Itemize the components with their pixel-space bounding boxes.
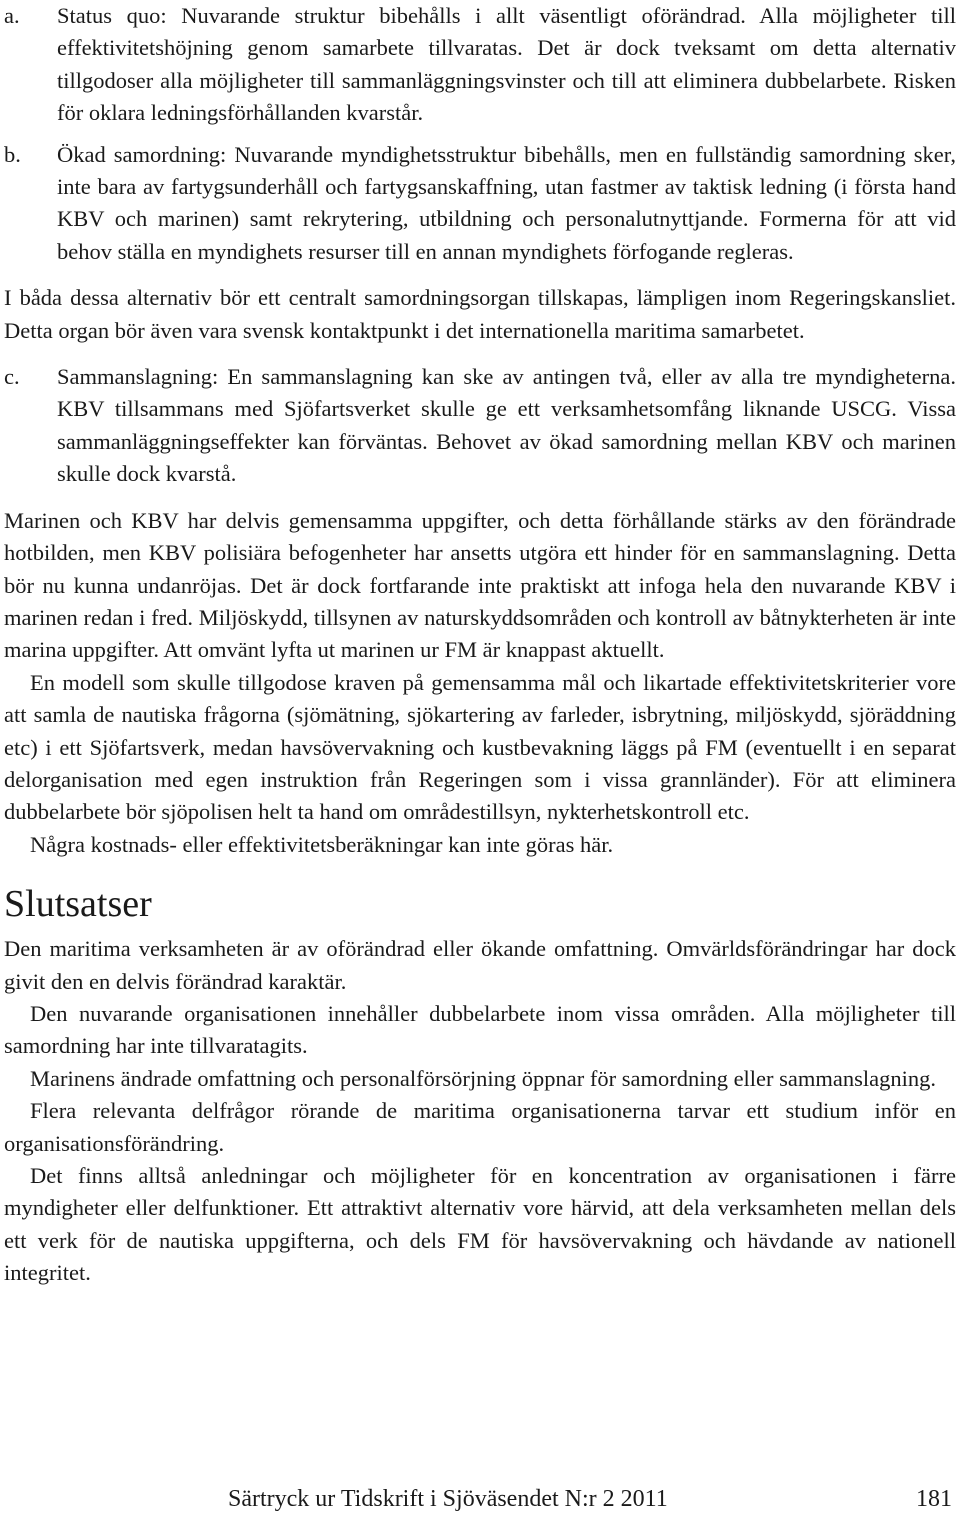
list-marker: c. (4, 364, 20, 390)
page-number: 181 (916, 1486, 952, 1512)
paragraph: Några kostnads- eller effektivitetsberäkningar kan inte göras här. (30, 831, 614, 857)
list-marker: a. (4, 3, 20, 28)
list-item-a (4, 0, 956, 130)
paragraph-both-alternatives: I båda dessa alternativ bör ett centralt samordningsorgan tillskapas, lämpligen inom Regeringskansliet. Detta organ bör även vara svensk kontaktpunkt i det internationella maritima samarbetet. (4, 285, 956, 343)
conclusion-paragraph: Flera relevanta delfrågor rörande de maritima organisationerna tarvar ett studium inför en organisationsförändring. (4, 1098, 956, 1156)
paragraph: En modell som skulle tillgodose kraven på gemensamma mål och likartade effektivitetskriterier vore att samla de nautiska frågorna (sjömätning, sjökartering av farleder, isbrytning, miljöskydd, sjöräddning etc) i ett Sjöfartsverk, medan havsövervakning och kustbevakning läggs på FM (eventuellt i en separat delorganisation med egen instruktion från Regeringen som i vissa grannländer). För att eliminera dubbelarbete bör sjöpolisen helt ta hand om områdestillsyn, nykterhetskontroll etc. (4, 669, 956, 825)
conclusion-paragraph: Den nuvarande organisationen innehåller dubbelarbete inom vissa områden. Alla möjligheter till samordning har inte tillvaratagits. (4, 1000, 956, 1059)
list-marker: b. (4, 141, 21, 167)
conclusion-paragraph: Det finns alltså anledningar och möjligheter för en koncentration av organisationen i färre myndigheter eller delfunktioner. Ett attraktivt alternativ vore härvid, att dela verksamheten mellan dels ett verk för de nautiska uppgifterna, och dels FM för havsövervakning och hävdande av nationell integritet. (4, 1163, 956, 1286)
list-item-text: Ökad samordning: Nuvarande myndighetsstruktur bibehålls, men en fullständig samordning sker, inte bara av fartygsunderhåll och fartygsanskaffning, utan fastmer av taktisk ledning (i första hand KBV och marinen) samt rekrytering, utbildning och personalutnyttjande. Formerna för att vid behov ställa en myndighets resurser till en annan myndighets förfogande regleras. (57, 141, 956, 264)
page-body (4, 0, 956, 1290)
paragraph: Marinen och KBV har delvis gemensamma uppgifter, och detta förhållande stärks av den förändrade hotbilden, men KBV polisiära befogenheter har ansetts utgöra ett hinder för en sammanslagning. Detta bör nu kunna undanröjas. Det är dock fortfarande inte praktiskt att infoga hela den nuvarande KBV i marinen redan i fred. Miljöskydd, tillsynen av naturskyddsområden och kontroll av båtnykterheten är inte marina uppgifter. Att omvänt lyfta ut marinen ur FM är knappast aktuellt. (4, 507, 956, 663)
list-item-b (4, 139, 956, 269)
list-item-c (4, 361, 956, 491)
footer-journal-title: Särtryck ur Tidskrift i Sjöväsendet N:r 2 2011 (228, 1486, 668, 1512)
list-item-text: Sammanslagning: En sammanslagning kan ske av antingen två, eller av alla tre myndigheterna. KBV tillsammans med Sjöfartsverket skulle ge ett verksamhetsomfång liknande USCG. Vissa sammanläggningseffekter kan förväntas. Behovet av ökad samordning mellan KBV och marinen skulle dock kvarstå. (57, 364, 956, 487)
conclusion-paragraph: Den maritima verksamheten är av oförändrad eller ökande omfattning. Omvärldsförändringar har dock givit den en delvis förändrad karaktär. (4, 936, 956, 994)
list-item-text: Status quo: Nuvarande struktur bibehålls i allt väsentligt oförändrad. Alla möjligheter till effektivitetshöjning genom samarbete tillvaratas. Det är dock tveksamt om detta alternativ tillgodoser alla möjligheter till sammanläggningsvinster och till att eliminera dubbelarbete. Risken för oklara ledningsförhållanden kvarstår. (57, 3, 956, 126)
conclusion-paragraph: Marinens ändrade omfattning och personalförsörjning öppnar för samordning eller sammanslagning. (30, 1065, 937, 1091)
section-heading: Slutsatser (4, 883, 152, 926)
